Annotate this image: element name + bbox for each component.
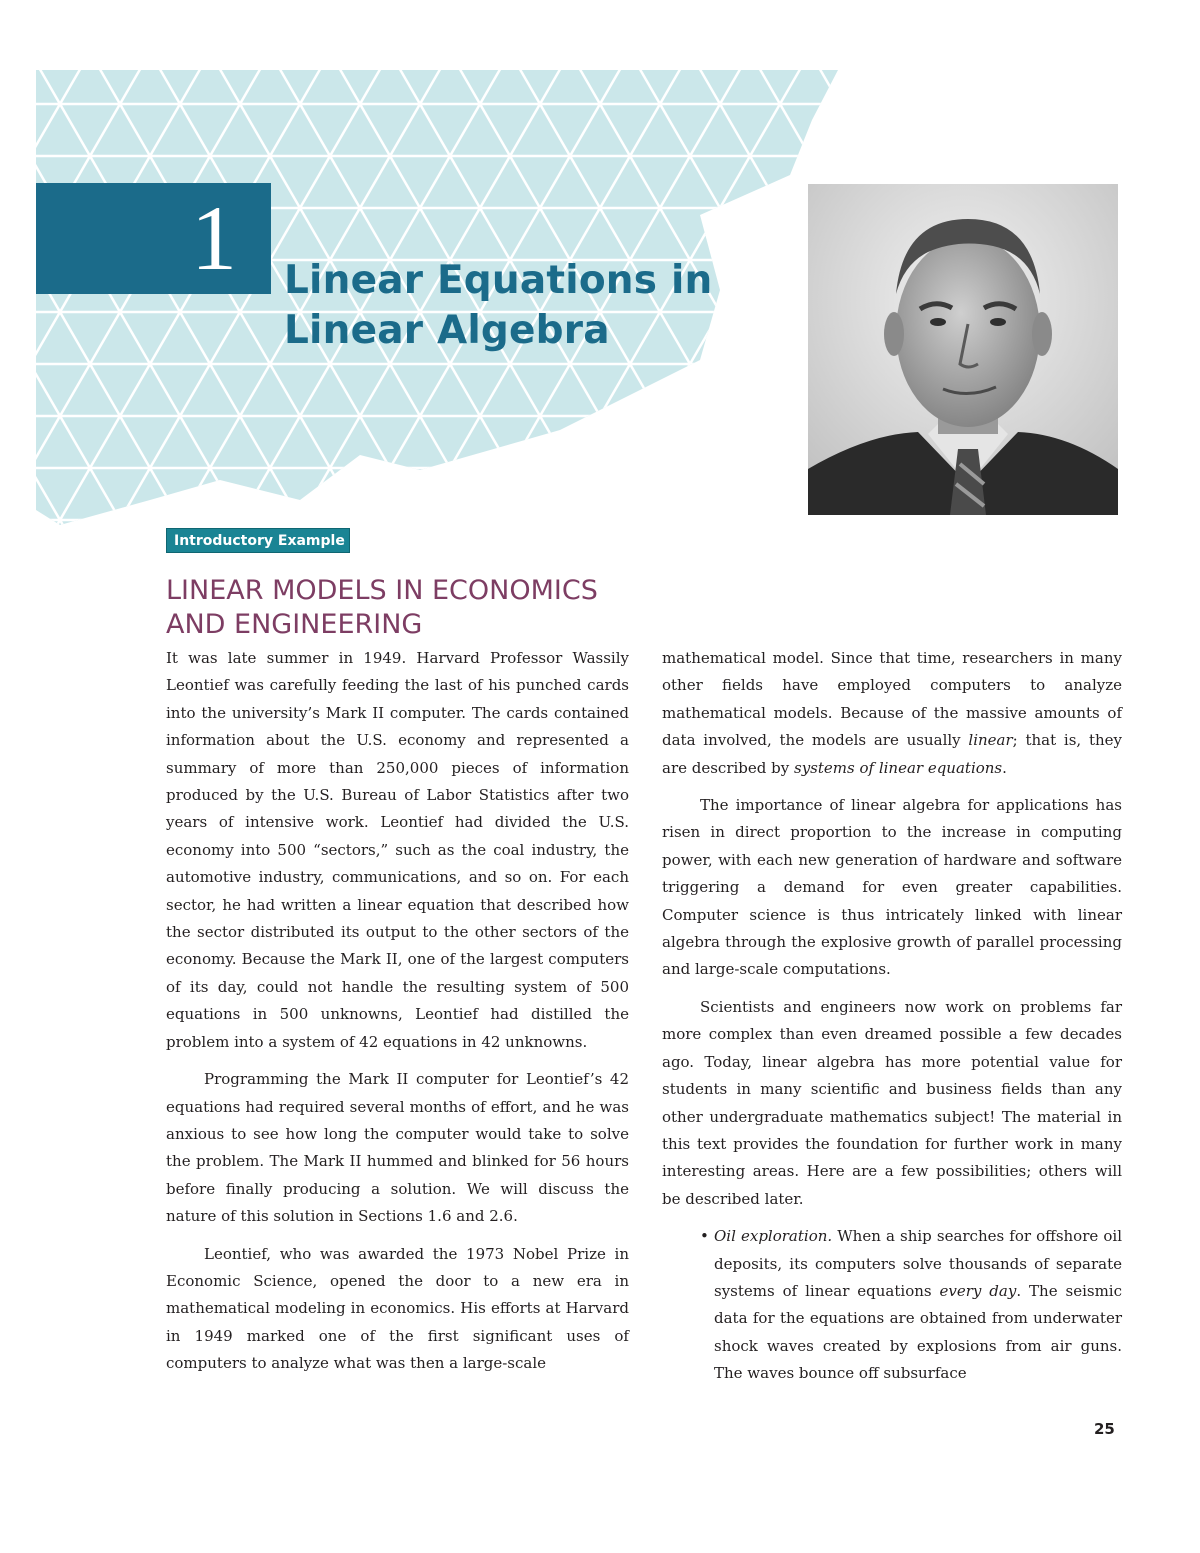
paragraph-1: It was late summer in 1949. Harvard Professor Wassily Leontief was carefully feeding the last of his punched cards into the university’s Mark II computer. The cards contained information about the U.S. economy and represented a summary of more than 250,000 pieces of information produced by the U.S. Bureau of Labor Statistics after two years of intensive work. Leontief had divided the U.S. economy into 500 “sectors,” such as the coal industry, the automotive industry, communications, and so on. For each sector, he had written a linear equation that described how the sector distributed its output to the other sectors of the economy. Because the Mark II, one of the largest computers of its day, could not handle the resulting system of 500 equations in 500 unknowns, Leontief had distilled the problem into a system of 42 equations in 42 unknowns.	[166, 649, 629, 1051]
section-title	[166, 574, 726, 642]
chapter-title-line1: Linear Equations in	[284, 258, 713, 303]
right-column	[662, 645, 1122, 1388]
bullet-title-oil-exploration: Oil exploration.	[714, 1227, 833, 1246]
paragraph-5: The importance of linear algebra for applications has risen in direct proportion to the increase in computing power, with each new generation of hardware and software triggering a demand for even greater capabilities. Computer science is thus intricately linked with linear algebra through the explosive growth of parallel processing and large-scale computations.	[662, 796, 1122, 979]
applications-list	[662, 1223, 1122, 1387]
section-title-line2: AND ENGINEERING	[166, 609, 423, 640]
paragraph-4	[662, 645, 1122, 782]
chapter-number-box	[36, 183, 271, 294]
bullet-text-a: When a ship searches for offshore oil deposits, its computers solve thousands of separate systems of linear equations	[714, 1227, 1122, 1300]
chapter-number: 1	[191, 187, 237, 289]
left-column	[166, 645, 629, 1388]
portrait-photo-icon	[808, 184, 1118, 515]
paragraph-4-text-c: .	[1002, 758, 1007, 777]
paragraph-3: Leontief, who was awarded the 1973 Nobel Prize in Economic Science, opened the door to a new era in mathematical modeling in economics. His efforts at Harvard in 1949 marked one of the first significant uses of computers to analyze what was then a large-scale	[166, 1244, 629, 1373]
bullet-emphasis-every-day: every day	[939, 1281, 1017, 1300]
paragraph-6: Scientists and engineers now work on problems far more complex than even dreamed possible a few decades ago. Today, linear algebra has more potential value for students in many scientific and business fields than any other undergraduate mathematics subject! The material in this text provides the foundation for further work in many interesting areas. Here are a few possibilities; others will be described later.	[662, 997, 1122, 1208]
paragraph-4-emphasis-systems: systems of linear equations	[794, 758, 1003, 777]
chapter-title	[284, 256, 713, 356]
chapter-title-line2: Linear Algebra	[284, 308, 610, 353]
paragraph-4-emphasis-linear: linear	[968, 731, 1013, 750]
introductory-example-tag: Introductory Example	[166, 528, 350, 553]
paragraph-4-text-a: mathematical model. Since that time, researchers in many other fields have employed computers to analyze mathematical models. Because of the massive amounts of data involved, the models are usually	[662, 649, 1122, 750]
bullet-text-b: . The seismic data for the equations are obtained from underwater shock waves created by explosions from air guns. The waves bounce off subsurface	[714, 1281, 1122, 1383]
page-number: 25	[1094, 1420, 1115, 1438]
list-item	[714, 1223, 1122, 1387]
paragraph-2: Programming the Mark II computer for Leontief’s 42 equations had required several months of effort, and he was anxious to see how long the computer would take to solve the problem. The Mark II hummed and blinked for 56 hours before finally producing a solution. We will discuss the nature of this solution in Sections 1.6 and 2.6.	[166, 1070, 629, 1226]
section-title-line1: LINEAR MODELS IN ECONOMICS	[166, 575, 598, 606]
paragraph-4-text-b: ; that is, they are described by	[662, 731, 1122, 777]
